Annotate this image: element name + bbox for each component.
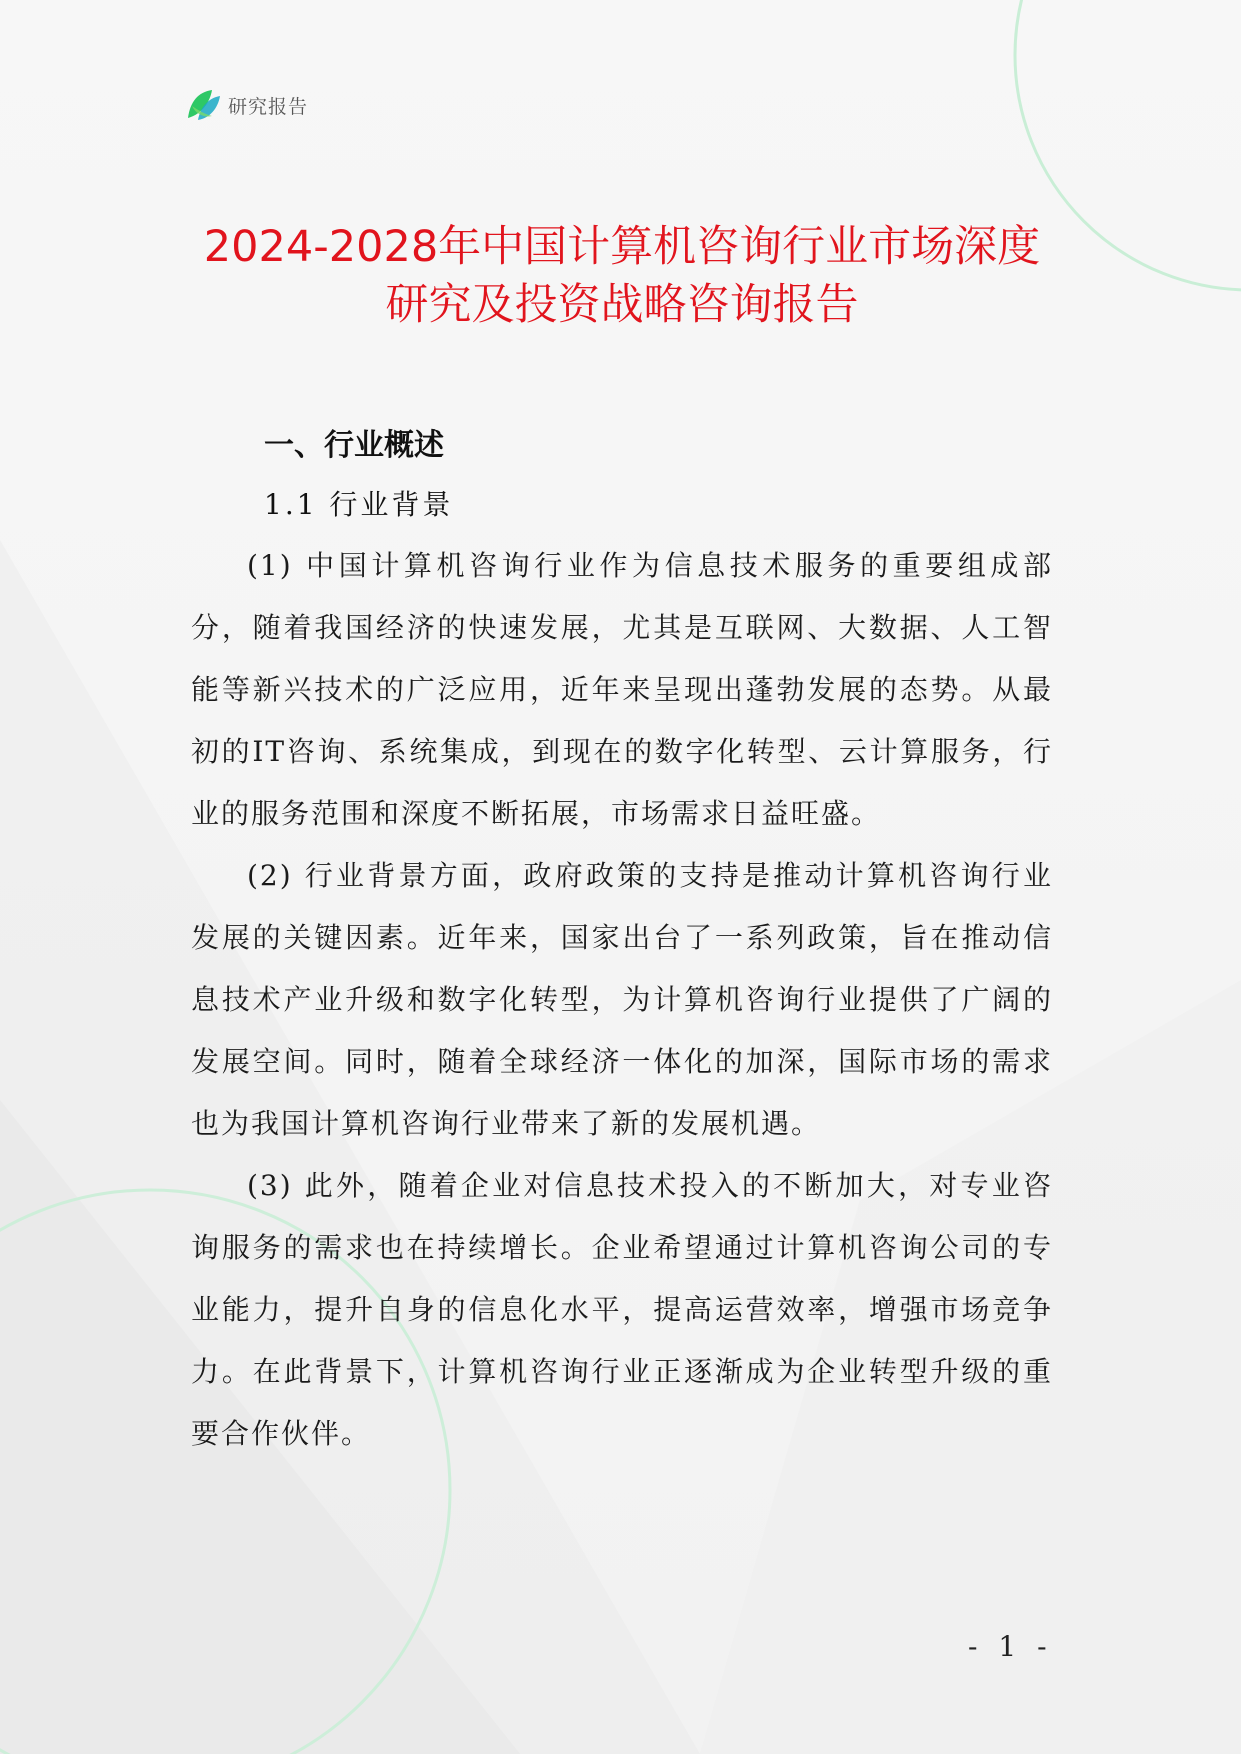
brand-label: 研究报告 bbox=[228, 95, 309, 118]
paragraph-1: (1) 中国计算机咨询行业作为信息技术服务的重要组成部分，随着我国经济的快速发展，尤其是互联网、大数据、人工智能等新兴技术的广泛应用，近年来呈现出蓬勃发展的态势。从最初的IT咨询、系统集成，到现在的数字化转型、云计算服务，行业的服务范围和深度不断拓展，市场需求日益旺盛。 bbox=[191, 549, 1053, 830]
leaf-logo-icon bbox=[186, 88, 222, 122]
header-brand bbox=[186, 88, 308, 122]
paragraph-2: (2) 行业背景方面，政府政策的支持是推动计算机咨询行业发展的关键因素。近年来，国家出台了一系列政策，旨在推动信息技术产业升级和数字化转型，为计算机咨询行业提供了广阔的发展空间。同时，随着全球经济一体化的加深，国际市场的需求也为我国计算机咨询行业带来了新的发展机遇。 bbox=[191, 859, 1053, 1140]
body-text bbox=[191, 535, 1053, 1465]
paragraph-3: (3) 此外，随着企业对信息技术投入的不断加大，对专业咨询服务的需求也在持续增长。企业希望通过计算机咨询公司的专业能力，提升自身的信息化水平，提高运营效率，增强市场竞争力。在此背景下，计算机咨询行业正逐渐成为企业转型升级的重要合作伙伴。 bbox=[191, 1169, 1053, 1450]
title-line-2: 研究及投资战略咨询报告 bbox=[385, 280, 859, 330]
subsection-heading: 1.1 行业背景 bbox=[264, 488, 454, 521]
page-number: - 1 - bbox=[968, 1630, 1053, 1663]
document-title bbox=[150, 218, 1094, 334]
title-line-1: 2024-2028年中国计算机咨询行业市场深度 bbox=[203, 222, 1041, 272]
section-heading: 一、行业概述 bbox=[264, 428, 444, 463]
